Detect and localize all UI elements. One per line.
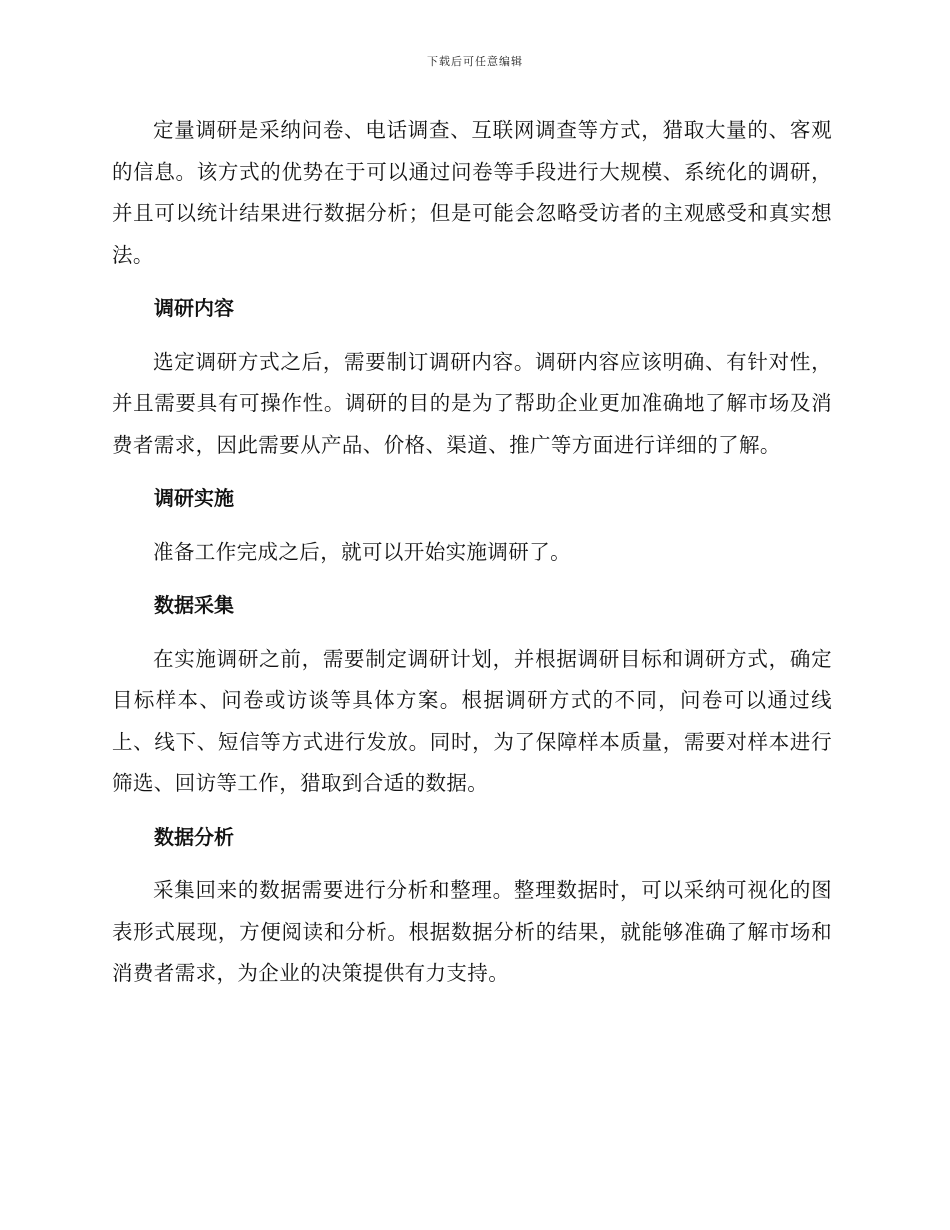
paragraph-research-content: 选定调研方式之后，需要制订调研内容。调研内容应该明确、有针对性，并且需要具有可操作性。调研的目的是为了帮助企业更加准确地了解市场及消费者需求，因此需要从产品、价格、渠道、推广等方面进行详细的了解。 <box>112 349 832 457</box>
page-header: 下载后可任意编辑 <box>427 55 523 68</box>
heading-research-content: 调研内容 <box>154 296 234 320</box>
paragraph-research-implementation: 准备工作完成之后，就可以开始实施调研了。 <box>153 539 571 564</box>
heading-data-collection: 数据采集 <box>154 593 234 617</box>
paragraph-data-analysis: 采集回来的数据需要进行分析和整理。整理数据时，可以采纳可视化的图表形式展现，方便阅读和分析。根据数据分析的结果，就能够准确了解市场和消费者需求，为企业的决策提供有力支持。 <box>112 878 832 985</box>
paragraph-quantitative-research: 定量调研是采纳问卷、电话调查、互联网调查等方式，猎取大量的、客观的信息。该方式的优势在于可以通过问卷等手段进行大规模、系统化的调研，并且可以统计结果进行数据分析；但是可能会忽略受访者的主观感受和真实想法。 <box>112 118 832 267</box>
heading-research-implementation: 调研实施 <box>154 486 234 510</box>
heading-data-analysis: 数据分析 <box>154 824 234 849</box>
paragraph-data-collection: 在实施调研之前，需要制定调研计划，并根据调研目标和调研方式，确定目标样本、问卷或访谈等具体方案。根据调研方式的不同，问卷可以通过线上、线下、短信等方式进行发放。同时，为了保障样本质量，需要对样本进行筛选、回访等工作，猎取到合适的数据。 <box>112 646 832 795</box>
document-body <box>112 110 832 1007</box>
